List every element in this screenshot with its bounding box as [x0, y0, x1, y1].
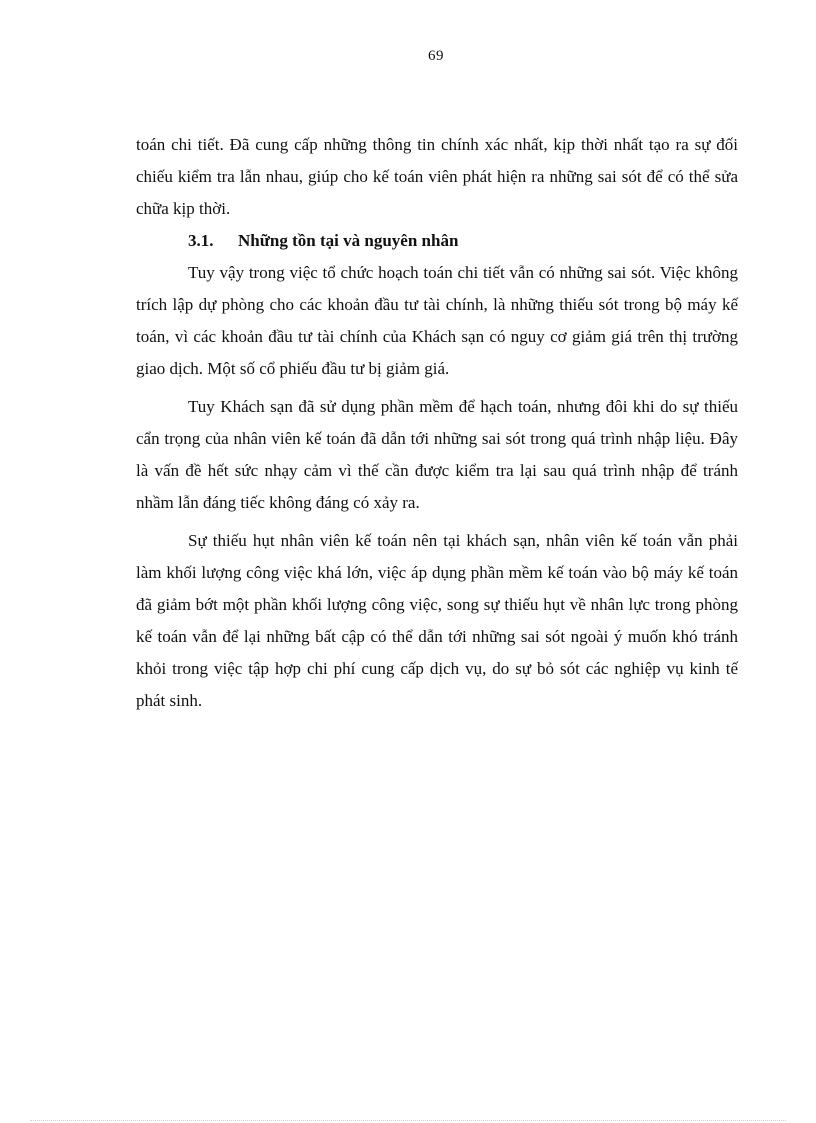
paragraph-limitations: Tuy vậy trong việc tổ chức hoạch toán chi tiết vẫn có những sai sót. Việc không trích lập dự phòng cho các khoản đầu tư tài chính, là những thiếu sót trong bộ máy kế toán, vì các khoản đầu tư tài chính của Khách sạn có nguy cơ giảm giá trên thị trường giao dịch. Một số cổ phiếu đầu tư bị giảm giá. [136, 263, 738, 378]
page-bottom-rule [30, 1120, 786, 1121]
paragraph-continuation: toán chi tiết. Đã cung cấp những thông tin chính xác nhất, kịp thời nhất tạo ra sự đối chiếu kiểm tra lẫn nhau, giúp cho kế toán viên phát hiện ra những sai sót để có thể sửa chữa kịp thời. [136, 135, 738, 218]
page-number: 69 [428, 48, 444, 64]
section-title: Những tồn tại và nguyên nhân [238, 231, 459, 250]
paragraph-staff-shortage: Sự thiếu hụt nhân viên kế toán nên tại khách sạn, nhân viên kế toán vẫn phải làm khối lượng công việc khá lớn, việc áp dụng phần mềm kế toán vào bộ máy kế toán đã giảm bớt một phần khối lượng công việc, song sự thiếu hụt về nhân lực trong phòng kế toán vẫn để lại những bất cập có thể dẫn tới những sai sót ngoài ý muốn khó tránh khỏi trong việc tập hợp chi phí cung cấp dịch vụ, do sự bỏ sót các nghiệp vụ kinh tế phát sinh. [136, 531, 738, 710]
section-number: 3.1. [188, 231, 214, 250]
document-body [136, 129, 738, 717]
paragraph-software-errors: Tuy Khách sạn đã sử dụng phần mềm để hạch toán, nhưng đôi khi do sự thiếu cẩn trọng của nhân viên kế toán đã dẫn tới những sai sót trong quá trình nhập liệu. Đây là vấn đề hết sức nhạy cảm vì thế cần được kiểm tra lại sau quá trình nhập để tránh nhầm lẫn đáng tiếc không đáng có xảy ra. [136, 397, 738, 512]
section-heading [188, 225, 738, 257]
